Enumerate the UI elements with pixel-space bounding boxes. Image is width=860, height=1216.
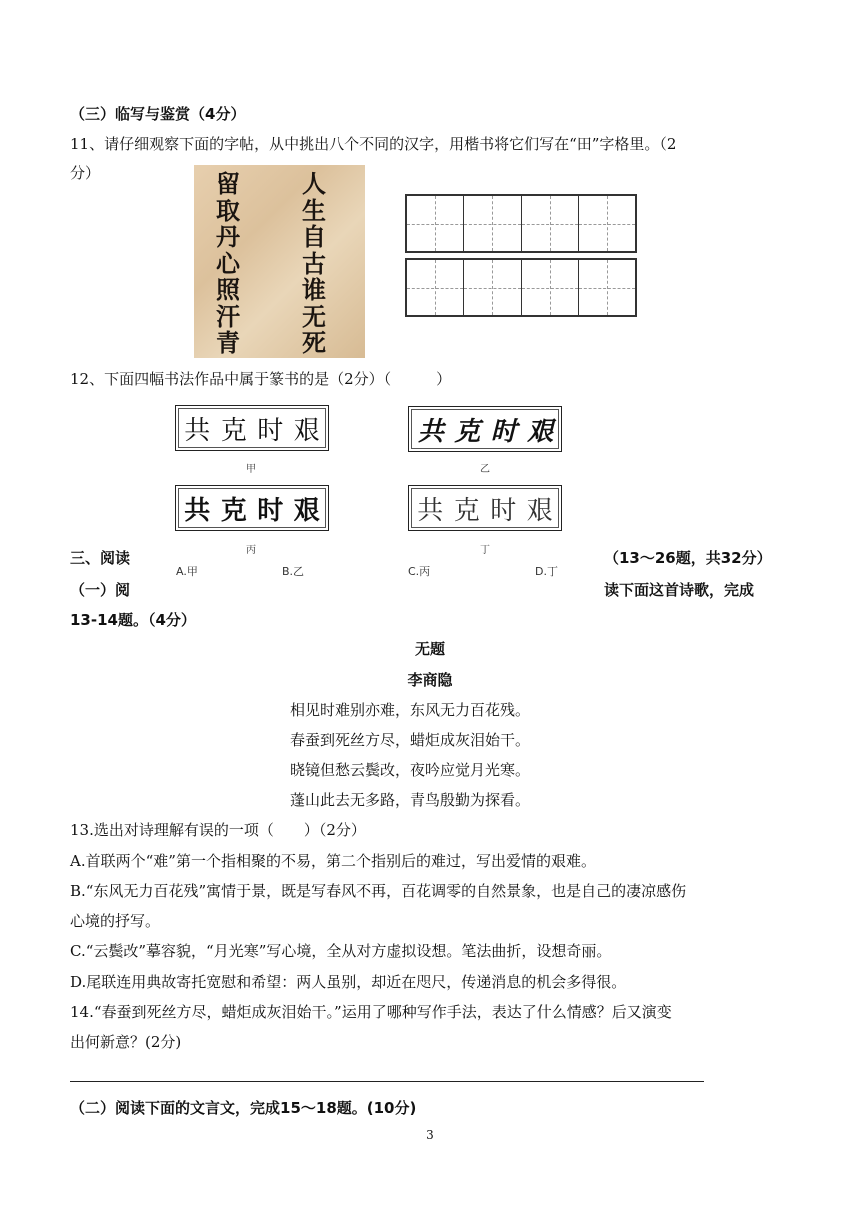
tian-grid-cell[interactable] (407, 260, 464, 315)
copybook-char: 死 (302, 328, 326, 357)
calligraphy-char: 共 (184, 415, 211, 446)
calligraphy-chars (411, 409, 559, 449)
calligraphy-work-ding (408, 485, 562, 531)
calligraphy-char: 时 (490, 416, 516, 447)
q13-option-b-cont: 心境的抒写。 (70, 912, 161, 930)
calligraphy-char: 时 (257, 415, 284, 446)
q13-option-a: A.首联两个“难”第一个指相聚的不易，第二个指别后的难过，写出爱情的艰难。 (70, 852, 596, 870)
copybook-char: 心 (216, 248, 240, 278)
copybook-char: 生 (302, 195, 326, 225)
tian-grid-cell[interactable] (522, 260, 579, 315)
reading-sub1-line2: 13-14题。（4分） (70, 611, 196, 629)
tian-grid-cell[interactable] (464, 260, 521, 315)
copybook-left-column (216, 171, 240, 357)
copybook-char: 古 (302, 248, 326, 278)
calligraphy-char: 克 (453, 495, 480, 526)
poem-line: 春蚕到死丝方尽，蜡炬成灰泪始干。 (290, 731, 531, 749)
copybook-char: 无 (302, 301, 326, 331)
calligraphy-char: 克 (454, 416, 480, 447)
copybook-right-column (302, 171, 326, 357)
q11-line1: 11、请仔细观察下面的字帖，从中挑出八个不同的汉字，用楷书将它们写在“田”字格里。（2 (70, 135, 677, 153)
calligraphy-char: 艰 (526, 495, 553, 526)
tian-grid-row-1 (405, 194, 637, 253)
calligraphy-char: 共 (417, 495, 444, 526)
poem-title: 无题 (414, 640, 445, 658)
copybook-char: 照 (216, 275, 240, 304)
q14-line1: 14.“春蚕到死丝方尽，蜡炬成灰泪始干。”运用了哪种写作手法，表达了什么情感？后又演变 (70, 1003, 672, 1021)
calligraphy-char: 时 (257, 495, 284, 526)
calligraphy-char: 艰 (293, 415, 320, 446)
calligraphy-work-jia (175, 405, 329, 451)
copybook-char: 丹 (216, 222, 240, 251)
copybook-char: 留 (216, 169, 240, 198)
copybook-char: 人 (302, 169, 326, 198)
answer-line[interactable] (70, 1081, 704, 1082)
q12-text: 12、下面四幅书法作品中属于篆书的是（2分）（ ） (70, 370, 452, 388)
reading-sub1-left: （一）阅 (70, 581, 131, 599)
calligraphy-label: 甲 (246, 464, 256, 475)
tian-grid-cell[interactable] (407, 196, 464, 251)
tian-grid-cell[interactable] (464, 196, 521, 251)
copybook-image (194, 165, 365, 358)
option-d: D.丁 (535, 565, 558, 578)
calligraphy-char: 克 (220, 495, 247, 526)
calligraphy-label: 乙 (480, 464, 490, 475)
calligraphy-char: 共 (417, 416, 443, 447)
copybook-char: 自 (302, 222, 326, 251)
calligraphy-label: 丙 (246, 545, 256, 556)
poem-line: 相见时难别亦难，东风无力百花残。 (290, 701, 531, 719)
calligraphy-char: 克 (220, 415, 247, 446)
calligraphy-char: 时 (490, 495, 517, 526)
calligraphy-work-yi (408, 406, 562, 452)
calligraphy-chars (411, 488, 559, 528)
q13-option-c: C.“云鬓改”摹容貌，“月光寒”写心境，全从对方虚拟设想。笔法曲折，设想奇丽。 (70, 942, 612, 960)
calligraphy-label: 丁 (480, 545, 490, 556)
copybook-char: 谁 (302, 275, 326, 304)
copybook-char: 取 (216, 195, 240, 225)
poem-line: 蓬山此去无多路，青鸟殷勤为探看。 (290, 791, 531, 809)
option-c: C.丙 (408, 565, 431, 578)
section2-title: （二）阅读下面的文言文，完成15～18题。(10分) (70, 1099, 417, 1117)
tian-grid-cell[interactable] (579, 196, 635, 251)
calligraphy-chars (178, 408, 326, 448)
calligraphy-char: 艰 (527, 416, 553, 447)
q13-option-b: B.“东风无力百花残”寓情于景，既是写春风不再，百花调零的自然景象，也是自己的凄凉感伤 (70, 882, 687, 900)
q14-line2: 出何新意？(2分) (70, 1033, 182, 1051)
option-a: A.甲 (176, 565, 198, 578)
page-number: 3 (426, 1128, 434, 1142)
reading-sub1-right: 读下面这首诗歌，完成 (604, 581, 755, 599)
reading-heading-right: （13～26题，共32分） (604, 549, 772, 567)
q11-line2: 分） (70, 164, 101, 182)
copybook-char: 汗 (216, 301, 240, 331)
poem-author: 李商隐 (407, 671, 453, 689)
section3-title: （三）临写与鉴赏（4分） (70, 105, 246, 123)
calligraphy-chars (178, 488, 326, 528)
poem-line: 晓镜但愁云鬓改，夜吟应觉月光寒。 (290, 761, 531, 779)
q13-option-d: D.尾联连用典故寄托宽慰和希望：两人虽别，却近在咫尺，传递消息的机会多得很。 (70, 973, 627, 991)
calligraphy-work-bing (175, 485, 329, 531)
option-b: B.乙 (282, 565, 305, 578)
tian-grid-cell[interactable] (579, 260, 635, 315)
calligraphy-char: 共 (184, 495, 211, 526)
tian-grid-row-2 (405, 258, 637, 317)
q13-stem: 13.选出对诗理解有误的一项（ ）（2分） (70, 821, 366, 839)
calligraphy-char: 艰 (293, 495, 320, 526)
reading-heading-left: 三、阅读 (70, 549, 131, 567)
tian-grid-cell[interactable] (522, 196, 579, 251)
copybook-char: 青 (216, 328, 240, 357)
